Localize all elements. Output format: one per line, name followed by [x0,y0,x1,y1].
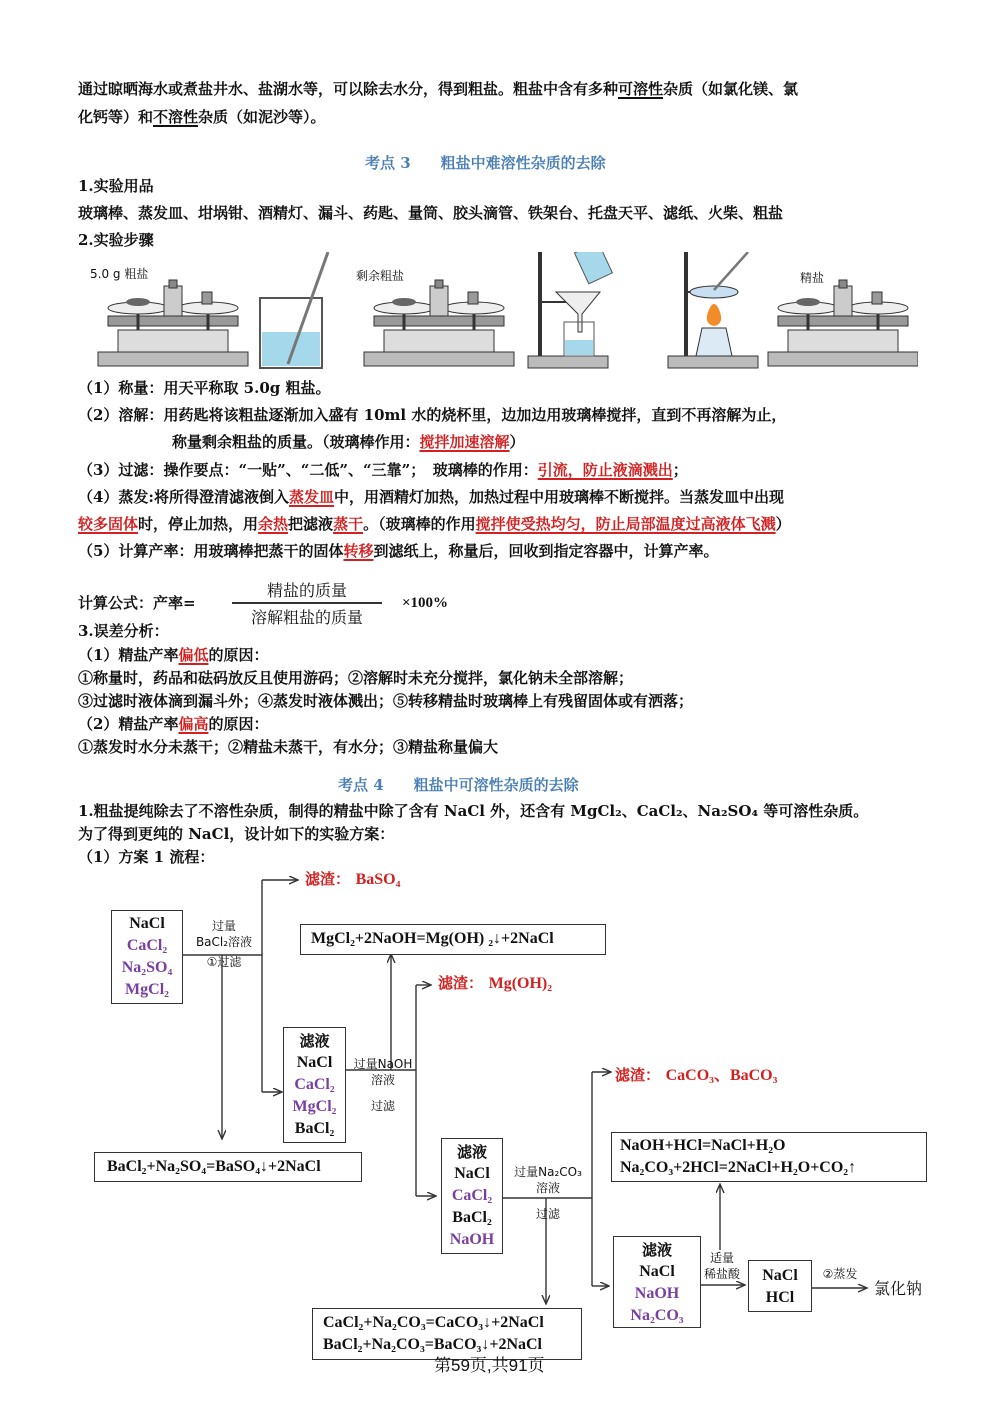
section4-title: 考点 4 粗盐中可溶性杂质的去除 [338,776,579,794]
step-1: （1）称量：用天平称取 5.0g 粗盐。 [78,379,331,397]
reagent-label-1: 过量 BaCl₂溶液 ①过滤 [195,919,253,969]
error-high-heading: （2）精盐产率偏高的原因： [78,715,269,733]
step-3: （3）过滤：操作要点：“一贴”、“二低”、“三靠”； 玻璃棒的作用：引流，防止液滴溅出； [78,461,688,479]
flow-box-filtrate-4: 滤液 NaCl NaOH Na₂CO₃ [613,1236,701,1328]
flow-box-final: NaCl HCl [748,1260,812,1312]
reagent-label-2: 过量NaOH 溶液 过滤 [353,1057,413,1113]
residue-1: 滤渣： BaSO₄ [305,870,401,888]
evaporation-label: ②蒸发 [822,1267,858,1281]
supplies-list: 玻璃棒、蒸发皿、坩埚钳、酒精灯、漏斗、药匙、量筒、胶头滴管、铁架台、托盘天平、滤纸、火柴、粗盐 [78,204,784,222]
error-low-heading: （1）精盐产率偏低的原因： [78,646,269,664]
error-low-line-2: ③过滤时液体滴到漏斗外；④蒸发时液体溅出；⑤转移精盐时玻璃棒上有残留固体或有洒落； [78,692,694,710]
formula-cacl2: CaCl₂ [126,937,168,954]
section3-title: 考点 3 粗盐中难溶性杂质的去除 [365,154,606,172]
step-2b: 称量剩余粗盐的质量。（玻璃棒作用：搅拌加速溶解） [172,433,525,451]
step-2a: （2）溶解：用药匙将该粗盐逐渐加入盛有 10ml 水的烧杯里，边加边用玻璃棒搅拌，直到不再溶解为止， [78,406,787,424]
formula-na2so4: Na₂SO₄ [121,959,173,976]
flow-box-initial [111,910,183,1004]
error-low-line-1: ①称量时，药品和砝码放反且使用游码；②溶解时未充分搅拌，氯化钠未全部溶解； [78,669,634,687]
step-5: （5）计算产率：用玻璃棒把蒸干的固体转移到滤纸上，称量后，回收到指定容器中，计算产率。 [78,542,719,560]
section4-para-3: （1）方案 1 流程： [78,848,215,866]
remain-salt-label: 剩余粗盐 [356,269,405,283]
steps-heading: 2.实验步骤 [78,231,154,249]
section4-para-1: 1.粗盐提纯除去了不溶性杂质，制得的精盐中除了含有 NaCl 外，还含有 MgCl₂、CaCl₂、Na₂SO₄ 等可溶性杂质。 [78,802,869,820]
supplies-heading: 1.实验用品 [78,177,154,195]
residue-3: 滤渣： CaCO₃、BaCO₃ [615,1066,778,1084]
crude-salt-label: 5.0 g 粗盐 [90,267,149,281]
step-4b: 较多固体时，停止加热，用余热把滤液蒸干。（玻璃棒的作用搅拌使受热均匀，防止局部温度过高液体飞溅） [78,515,791,533]
error-high-line-1: ①蒸发时水分未蒸干；②精盐未蒸干，有水分；③精盐称量偏大 [78,738,499,756]
step-4a: （4）蒸发:将所得澄清滤液倒入蒸发皿中，用酒精灯加热，加热过程中用玻璃棒不断搅拌。当蒸发皿中出现 [78,488,785,506]
formula-multiplier: ×100% [402,595,449,611]
reagent-label-4: 适量 稀盐酸 [703,1251,740,1281]
intro-line-1: 通过晾晒海水或煮盐井水、盐湖水等，可以除去水分，得到粗盐。粗盐中含有多种可溶性杂质（如氯化镁、氯 [78,80,799,98]
formula-label: 计算公式：产率= [78,594,196,612]
fine-salt-label: 精盐 [800,271,825,285]
page-number: 第59页,共91页 [434,1356,545,1375]
reagent-label-3: 过量Na₂CO₃ 溶液 过滤 [514,1165,582,1221]
error-heading: 3.误差分析： [78,622,169,640]
formula-numerator: 精盐的质量 [266,581,347,600]
intro-line-2: 化钙等）和不溶性杂质（如泥沙等）。 [78,108,326,126]
residue-2: 滤渣： Mg(OH)₂ [438,974,553,992]
equation-carbonates: CaCl₂+Na₂CO₃=CaCO₃↓+2NaCl BaCl₂+Na₂CO₃=BaCO₃↓+2NaCl [312,1308,582,1360]
section4-para-2: 为了得到更纯的 NaCl，设计如下的实验方案： [78,825,395,843]
formula-denominator: 溶解粗盐的质量 [250,608,363,627]
formula-nacl: NaCl [129,915,165,932]
flow-box-filtrate-3: 滤液 NaCl CaCl₂ BaCl₂ NaOH [441,1138,503,1254]
equation-mgoh2: MgCl₂+2NaOH=Mg(OH) ₂↓+2NaCl [300,924,606,955]
flow-box-filtrate-2: 滤液 NaCl CaCl₂ MgCl₂ BaCl₂ [283,1027,346,1143]
equation-baso4: BaCl₂+Na₂SO₄=BaSO₄↓+2NaCl [94,1152,362,1182]
formula-mgcl2: MgCl₂ [125,981,169,998]
product-sodium-chloride: 氯化钠 [874,1279,923,1298]
equation-neutralization: NaOH+HCl=NaCl+H₂O Na₂CO₃+2HCl=2NaCl+H₂O+CO₂↑ [611,1132,927,1182]
